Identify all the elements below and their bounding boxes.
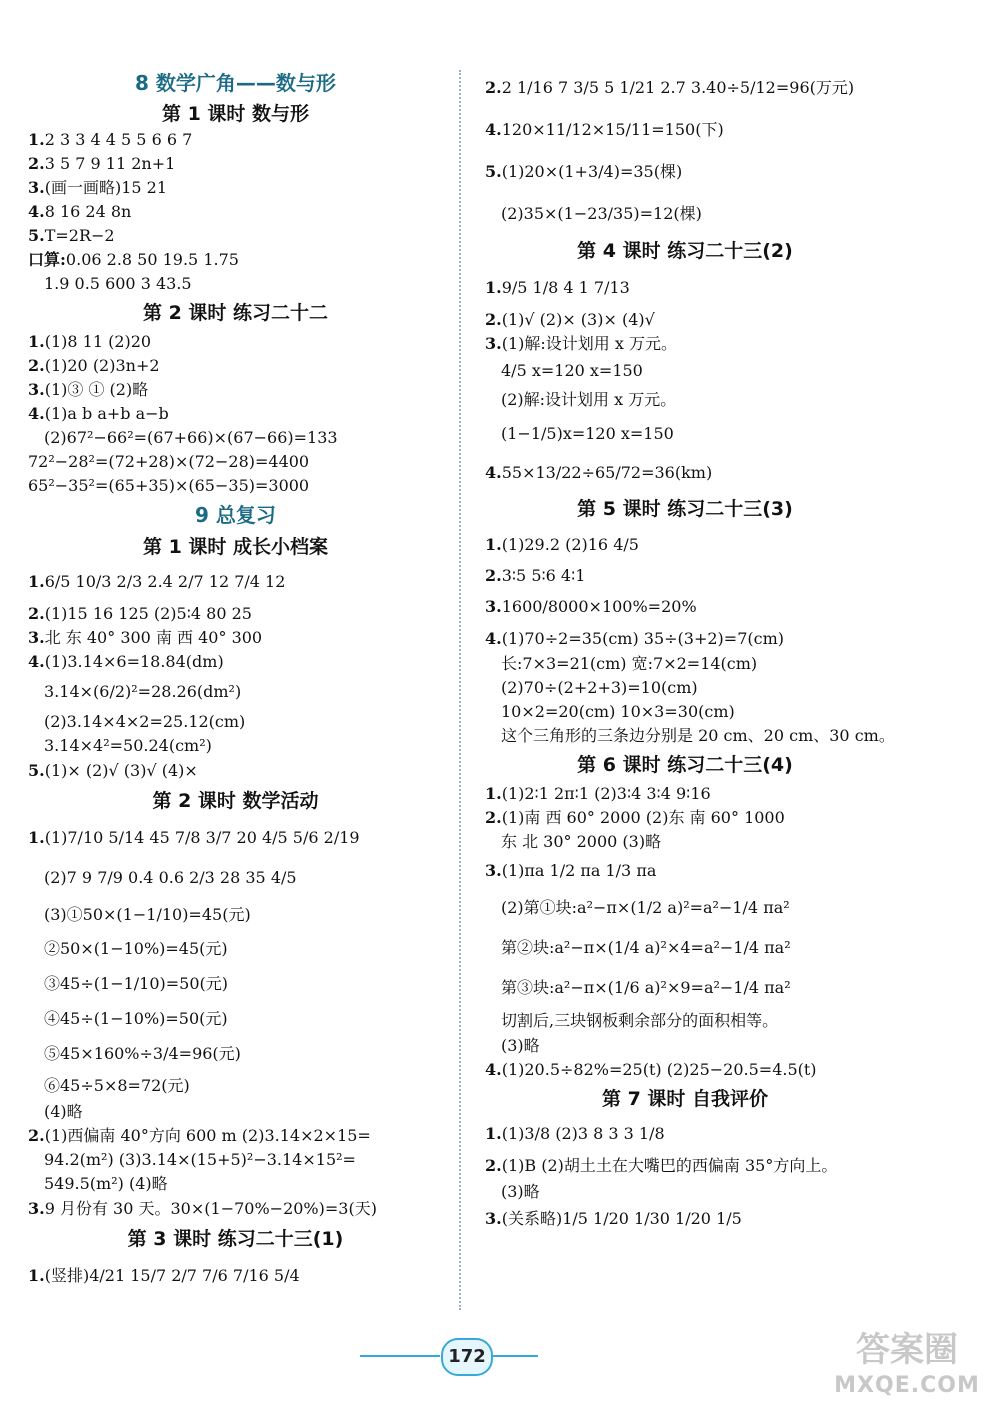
answer-line xyxy=(485,724,895,748)
answer-text: 切割后,三块钢板剩余部分的面积相等。 xyxy=(501,1011,779,1030)
answer-line xyxy=(28,626,443,650)
answer-line xyxy=(28,932,443,966)
question-number: 4. xyxy=(28,652,45,671)
answer-line xyxy=(485,1180,885,1204)
answer-text: 东 北 30° 2000 (3)略 xyxy=(501,832,662,851)
answer-line xyxy=(28,402,443,426)
answer-text: (3)①50×(1−1/10)=45(元) xyxy=(44,905,251,924)
answer-text: ⑤45×160%÷3/4=96(元) xyxy=(44,1044,241,1063)
answer-line xyxy=(485,1008,885,1034)
watermark-url: MXQE.COM xyxy=(834,1373,980,1398)
answer-text: (2)3.14×4×2=25.12(cm) xyxy=(44,712,246,731)
answer-line xyxy=(485,676,885,700)
answer-text: 北 东 40° 300 南 西 40° 300 xyxy=(44,628,263,647)
answer-text: 3∶5 5∶6 4∶1 xyxy=(501,566,586,585)
question-number: 3. xyxy=(485,1209,502,1228)
question-number: 2. xyxy=(485,1156,502,1175)
answer-text: 2 1/16 7 3/5 5 1/21 2.7 3.40÷5/12=96(万元) xyxy=(501,78,855,97)
answer-line xyxy=(28,1172,443,1196)
answer-line xyxy=(28,562,443,602)
section-heading: 第 7 课时 自我评价 xyxy=(601,1088,769,1110)
question-number: 5. xyxy=(28,761,45,780)
answer-line xyxy=(485,386,885,414)
answer-text: (画一画略)15 21 xyxy=(44,178,167,197)
question-number: 1. xyxy=(28,828,45,847)
answer-text: (2)35×(1−23/35)=12(棵) xyxy=(501,204,702,223)
answer-line xyxy=(485,700,885,724)
left-column xyxy=(28,66,443,1296)
right-column xyxy=(485,66,895,1234)
section-heading: 第 6 课时 练习二十三(4) xyxy=(577,754,793,776)
answer-line xyxy=(28,450,443,474)
answer-text: 10×2=20(cm) 10×3=30(cm) xyxy=(501,702,735,721)
answer-text: (1)解:设计划用 x 万元。 xyxy=(501,334,677,353)
answer-line xyxy=(28,818,443,858)
answer-text: 第③块:a²−π×(1/6 a)²×9=a²−1/4 πa² xyxy=(501,978,791,997)
answer-line xyxy=(28,674,443,710)
answer-text: (1)2∶1 2π∶1 (2)3∶4 3∶4 9∶16 xyxy=(501,784,711,803)
section-heading: 第 1 课时 成长小档案 xyxy=(142,536,329,558)
answer-line xyxy=(485,782,885,806)
question-number: 4. xyxy=(485,1060,502,1079)
question-number: 3. xyxy=(485,597,502,616)
answer-text: (2)第①块:a²−π×(1/2 a)²=a²−1/4 πa² xyxy=(501,898,790,917)
answer-text: (2)67²−66²=(67+66)×(67−66)=133 xyxy=(44,428,338,447)
question-number: 3. xyxy=(485,861,502,880)
question-number: 1. xyxy=(28,130,45,149)
answer-text: 1.9 0.5 600 3 43.5 xyxy=(44,274,192,293)
answer-text: 9/5 1/8 4 1 7/13 xyxy=(501,278,630,297)
answer-text: 2 3 3 4 4 5 5 6 6 7 xyxy=(44,130,193,149)
answer-text: 65²−35²=(65+35)×(65−35)=3000 xyxy=(28,476,310,495)
question-number: 4. xyxy=(28,404,45,423)
answer-text: ⑥45÷5×8=72(元) xyxy=(44,1076,190,1095)
answer-text: (4)略 xyxy=(44,1102,83,1121)
answer-line xyxy=(28,152,443,176)
answer-line xyxy=(28,128,443,152)
answer-line xyxy=(28,710,443,734)
answer-text: T=2R−2 xyxy=(44,226,115,245)
chapter-heading: 9 总复习 xyxy=(195,503,276,527)
answer-text: 长:7×3=21(cm) 宽:7×2=14(cm) xyxy=(501,654,758,673)
answer-text: 3.14×(6/2)²=28.26(dm²) xyxy=(44,682,242,701)
question-number: 2. xyxy=(485,566,502,585)
answer-text: (1)南 西 60° 2000 (2)东 南 60° 1000 xyxy=(501,808,785,827)
answer-text: (3)略 xyxy=(501,1182,540,1201)
answer-line xyxy=(485,588,885,626)
answer-text: 第②块:a²−π×(1/4 a)²×4=a²−1/4 πa² xyxy=(501,938,791,957)
answer-line xyxy=(485,854,885,888)
answer-line xyxy=(28,1124,443,1148)
answer-line xyxy=(485,1058,885,1082)
answer-line xyxy=(28,176,443,200)
answer-text: (1−1/5)x=120 x=150 xyxy=(501,424,674,443)
answer-text: (1)× (2)√ (3)√ (4)× xyxy=(44,761,198,780)
answer-text: 94.2(m²) (3)3.14×(15+5)²−3.14×15²= xyxy=(44,1150,356,1169)
footer-rule-left xyxy=(360,1355,440,1357)
answer-line xyxy=(485,1152,885,1180)
answer-line xyxy=(28,272,443,296)
question-number: 4. xyxy=(485,463,502,482)
answer-text: ④45÷(1−10%)=50(元) xyxy=(44,1009,228,1028)
watermark-title: 答案圈 xyxy=(856,1330,958,1370)
answer-text: (1)3.14×6=18.84(dm) xyxy=(44,652,224,671)
answer-line xyxy=(485,564,885,588)
answer-line xyxy=(485,1116,885,1152)
answer-text: 0.06 2.8 50 19.5 1.75 xyxy=(65,250,239,269)
column-divider xyxy=(459,70,461,1310)
answer-line xyxy=(28,1196,443,1222)
answer-line xyxy=(485,414,885,454)
answer-line xyxy=(485,968,885,1008)
answer-text: (关系略)1/5 1/20 1/30 1/20 1/5 xyxy=(501,1209,742,1228)
answer-line xyxy=(28,426,443,450)
answer-text: 8 16 24 8n xyxy=(44,202,132,221)
answer-text: 72²−28²=(72+28)×(72−28)=4400 xyxy=(28,452,310,471)
question-number: 1. xyxy=(28,1266,45,1285)
question-number: 5. xyxy=(485,162,502,181)
question-number: 口算: xyxy=(28,250,66,269)
answer-line xyxy=(485,356,885,386)
section-heading: 第 5 课时 练习二十三(3) xyxy=(577,498,793,520)
answer-line xyxy=(28,224,443,248)
question-number: 3. xyxy=(28,380,45,399)
answer-text: (1)20×(1+3/4)=35(棵) xyxy=(501,162,683,181)
answer-text: (1)20.5÷82%=25(t) (2)25−20.5=4.5(t) xyxy=(501,1060,817,1079)
answer-text: (1)√ (2)× (3)× (4)√ xyxy=(501,310,655,329)
answer-line xyxy=(28,474,443,498)
answer-line xyxy=(485,526,885,564)
answer-line xyxy=(485,194,885,234)
question-number: 3. xyxy=(28,628,45,647)
answer-line xyxy=(485,888,885,928)
answer-text: (1)③ ① (2)略 xyxy=(44,380,149,399)
chapter-heading: 8 数学广角——数与形 xyxy=(135,71,336,95)
question-number: 1. xyxy=(28,572,45,591)
answer-text: (1)15 16 125 (2)5∶4 80 25 xyxy=(44,604,252,623)
answer-text: (2)70÷(2+2+3)=10(cm) xyxy=(501,678,698,697)
answer-text: 120×11/12×15/11=150(下) xyxy=(501,120,724,139)
answer-line xyxy=(485,308,885,332)
answer-line xyxy=(485,268,885,308)
answer-line xyxy=(28,1148,443,1172)
answer-line xyxy=(485,1034,885,1058)
question-number: 4. xyxy=(485,120,502,139)
answer-line xyxy=(485,928,885,968)
question-number: 1. xyxy=(485,784,502,803)
answer-line xyxy=(485,1204,885,1234)
answer-text: (1)西偏南 40°方向 600 m (2)3.14×2×15= xyxy=(44,1126,371,1145)
question-number: 2. xyxy=(28,1126,45,1145)
question-number: 2. xyxy=(485,808,502,827)
answer-line xyxy=(485,110,885,150)
answer-text: (竖排)4/21 15/7 2/7 7/6 7/16 5/4 xyxy=(44,1266,300,1285)
answer-line xyxy=(28,200,443,224)
question-number: 3. xyxy=(28,178,45,197)
question-number: 5. xyxy=(28,226,45,245)
answer-line xyxy=(28,330,443,354)
answer-text: (1)a b a+b a−b xyxy=(44,404,169,423)
question-number: 2. xyxy=(28,154,45,173)
section-heading: 第 4 课时 练习二十三(2) xyxy=(577,240,793,262)
answer-line xyxy=(28,650,443,674)
answer-line xyxy=(28,1002,443,1036)
question-number: 2. xyxy=(485,310,502,329)
answer-line xyxy=(485,830,885,854)
section-heading: 第 2 课时 数学活动 xyxy=(152,790,319,812)
question-number: 1. xyxy=(485,278,502,297)
answer-text: 这个三角形的三条边分别是 20 cm、20 cm、30 cm。 xyxy=(501,726,895,745)
question-number: 3. xyxy=(28,1199,45,1218)
answer-text: (1)29.2 (2)16 4/5 xyxy=(501,535,639,554)
answer-text: 4/5 x=120 x=150 xyxy=(501,361,643,380)
answer-text: 549.5(m²) (4)略 xyxy=(44,1174,168,1193)
footer-rule-right xyxy=(490,1355,538,1357)
answer-text: ②50×(1−10%)=45(元) xyxy=(44,939,228,958)
answer-line xyxy=(485,806,885,830)
answer-line xyxy=(28,1036,443,1072)
answer-text: 3.14×4²=50.24(cm²) xyxy=(44,736,212,755)
watermark-logo xyxy=(822,1328,992,1408)
answer-text: (1)πa 1/2 πa 1/3 πa xyxy=(501,861,657,880)
section-heading: 第 2 课时 练习二十二 xyxy=(142,302,329,324)
answer-text: (2)7 9 7/9 0.4 0.6 2/3 28 35 4/5 xyxy=(44,868,297,887)
answer-text: (3)略 xyxy=(501,1036,540,1055)
answer-text: 55×13/22÷65/72=36(km) xyxy=(501,463,713,482)
answer-text: (1)B (2)胡土土在大嘴巴的西偏南 35°方向上。 xyxy=(501,1156,838,1175)
answer-text: 1600/8000×100%=20% xyxy=(501,597,697,616)
question-number: 4. xyxy=(28,202,45,221)
page-number: 172 xyxy=(441,1338,493,1376)
section-heading: 第 3 课时 练习二十三(1) xyxy=(127,1228,344,1250)
answer-line xyxy=(28,602,443,626)
answer-line xyxy=(28,378,443,402)
answer-text: ③45÷(1−1/10)=50(元) xyxy=(44,974,229,993)
answer-text: 3 5 7 9 11 2n+1 xyxy=(44,154,176,173)
answer-line xyxy=(28,354,443,378)
answer-text: 9 月份有 30 天。30×(1−70%−20%)=3(天) xyxy=(44,1199,377,1218)
question-number: 2. xyxy=(28,604,45,623)
answer-line xyxy=(28,758,443,784)
answer-line xyxy=(485,626,885,652)
answer-text: (2)解:设计划用 x 万元。 xyxy=(501,390,677,409)
answer-line xyxy=(28,734,443,758)
answer-line xyxy=(485,652,885,676)
answer-line xyxy=(485,454,885,492)
answer-line xyxy=(28,858,443,898)
question-number: 1. xyxy=(485,535,502,554)
answer-text: (1)7/10 5/14 45 7/8 3/7 20 4/5 5/6 2/19 xyxy=(44,828,360,847)
answer-text: (1)70÷2=35(cm) 35÷(3+2)=7(cm) xyxy=(501,629,784,648)
answer-line xyxy=(28,966,443,1002)
answer-line xyxy=(28,1072,443,1100)
answer-text: 6/5 10/3 2/3 2.4 2/7 12 7/4 12 xyxy=(44,572,286,591)
answer-line xyxy=(28,1100,443,1124)
answer-line xyxy=(28,248,443,272)
section-heading: 第 1 课时 数与形 xyxy=(161,103,310,125)
question-number: 2. xyxy=(485,78,502,97)
question-number: 1. xyxy=(485,1124,502,1143)
answer-text: (1)8 11 (2)20 xyxy=(44,332,152,351)
question-number: 1. xyxy=(28,332,45,351)
question-number: 3. xyxy=(485,334,502,353)
answer-line xyxy=(485,66,885,110)
question-number: 4. xyxy=(485,629,502,648)
answer-line xyxy=(28,898,443,932)
question-number: 2. xyxy=(28,356,45,375)
answer-text: (1)3/8 (2)3 8 3 3 1/8 xyxy=(501,1124,665,1143)
answer-text: (1)20 (2)3n+2 xyxy=(44,356,160,375)
answer-line xyxy=(485,150,885,194)
answer-line xyxy=(28,1256,443,1296)
answer-line xyxy=(485,332,885,356)
